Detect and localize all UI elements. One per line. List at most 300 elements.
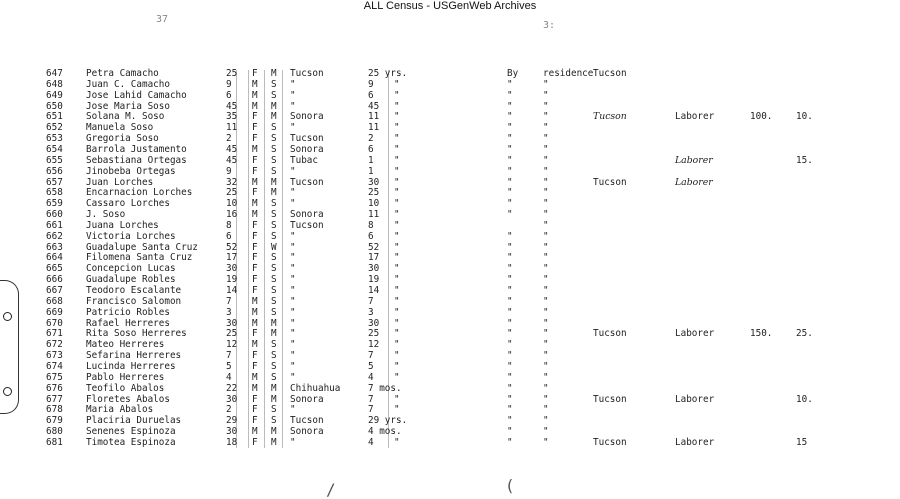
entry-number: 680 <box>46 426 63 438</box>
ditto-mark: " <box>543 230 549 242</box>
entry-number: 668 <box>46 295 63 307</box>
marital-status: S <box>271 274 277 286</box>
birthplace: Chihuahua <box>290 382 341 394</box>
person-name: Juan C. Camacho <box>86 78 170 90</box>
entry-number: 664 <box>46 252 63 264</box>
birthplace: " <box>290 317 296 329</box>
entry-number: 656 <box>46 165 63 177</box>
age-value: 45 <box>226 154 238 166</box>
birthplace: " <box>290 274 296 286</box>
ditto-mark: " <box>543 198 549 210</box>
table-row <box>0 252 900 263</box>
entry-number: 674 <box>46 360 63 372</box>
ditto-mark: " <box>543 252 549 264</box>
ditto-mark: " <box>543 426 549 438</box>
marital-status: S <box>271 143 277 155</box>
table-row <box>0 426 900 437</box>
page-mark-left: 37 <box>156 14 169 25</box>
ditto-mark: " <box>507 252 513 264</box>
marital-status: S <box>271 230 277 242</box>
sex-value: M <box>252 198 258 210</box>
marital-status: S <box>271 360 277 372</box>
person-name: Filomena Santa Cruz <box>86 252 193 264</box>
ditto-mark: " <box>394 154 400 166</box>
years-in-territory: 6 <box>368 89 374 101</box>
years-in-territory: 11 <box>368 122 380 134</box>
sex-value: M <box>252 317 258 329</box>
years-in-territory: 6 <box>368 143 374 155</box>
sex-value: M <box>252 78 258 90</box>
marital-status: M <box>271 426 277 438</box>
age-value: 18 <box>226 436 238 448</box>
person-name: Patricio Robles <box>86 306 170 318</box>
person-name: Senenes Espinoza <box>86 426 176 438</box>
age-value: 10 <box>226 198 238 210</box>
marital-status: S <box>271 252 277 264</box>
marital-status: S <box>271 219 277 231</box>
table-row <box>0 220 900 231</box>
person-name: Jose Maria Soso <box>86 100 170 112</box>
person-name: Victoria Lorches <box>86 230 176 242</box>
age-value: 30 <box>226 317 238 329</box>
ditto-mark: " <box>507 154 513 166</box>
sex-value: F <box>252 285 258 296</box>
table-row <box>0 415 900 426</box>
residence: Tucson <box>593 68 627 79</box>
entry-number: 658 <box>46 187 63 199</box>
years-in-territory: 30 <box>368 176 380 188</box>
table-row <box>0 122 900 133</box>
years-in-territory: 30 <box>368 263 380 275</box>
table-row <box>0 328 900 339</box>
ditto-mark: " <box>394 241 400 253</box>
ditto-mark: " <box>507 165 513 177</box>
marital-status: S <box>271 198 277 210</box>
entry-number: 661 <box>46 219 63 231</box>
years-in-territory: 52 <box>368 241 380 253</box>
ditto-mark: " <box>507 306 513 318</box>
ditto-mark: " <box>507 371 513 383</box>
person-name: Concepcion Lucas <box>86 263 176 275</box>
birthplace: " <box>290 165 296 177</box>
ditto-mark: " <box>507 426 513 438</box>
birthplace: " <box>290 89 296 101</box>
ditto-mark: " <box>394 78 400 90</box>
ditto-mark: " <box>507 241 513 253</box>
person-name: Juan Lorches <box>86 176 154 188</box>
personal-value: 10. <box>796 111 813 123</box>
birthplace: " <box>290 339 296 351</box>
person-name: Pablo Herreres <box>86 371 165 383</box>
ditto-mark: " <box>507 230 513 242</box>
person-name: Manuela Soso <box>86 122 154 134</box>
table-row <box>0 350 900 361</box>
ditto-mark: " <box>507 209 513 221</box>
age-value: 29 <box>226 415 238 427</box>
ditto-mark: " <box>543 165 549 177</box>
ditto-mark: " <box>507 263 513 275</box>
marital-status: M <box>271 328 277 340</box>
page-mark-right: 3: <box>543 20 556 31</box>
entry-number: 681 <box>46 436 63 448</box>
person-name: Teodoro Escalante <box>86 285 182 296</box>
table-row <box>0 274 900 285</box>
table-row <box>0 285 900 296</box>
marital-status: S <box>271 415 277 427</box>
real-estate-value: 150. <box>750 328 773 340</box>
ditto-mark: " <box>507 393 513 405</box>
age-value: 25 <box>226 328 238 340</box>
ditto-mark: " <box>394 350 400 362</box>
ditto-mark: " <box>394 165 400 177</box>
years-in-territory: 11 <box>368 209 380 221</box>
sex-value: M <box>252 371 258 383</box>
sex-value: F <box>252 328 258 340</box>
birthplace: " <box>290 350 296 362</box>
marital-status: S <box>271 133 277 145</box>
ditto-mark: " <box>507 176 513 188</box>
personal-value: 25. <box>796 328 813 340</box>
occupation: Laborer <box>675 436 715 448</box>
age-value: 3 <box>226 306 232 318</box>
years-in-territory: 25 yrs. <box>368 68 408 79</box>
ditto-mark: " <box>543 285 549 296</box>
person-name: Francisco Salomon <box>86 295 182 307</box>
birthplace: " <box>290 306 296 318</box>
person-name: Solana M. Soso <box>86 111 165 123</box>
entry-number: 669 <box>46 306 63 318</box>
person-name: Lucinda Herreres <box>86 360 176 372</box>
ditto-mark: " <box>543 241 549 253</box>
birthplace: Tucson <box>290 133 324 145</box>
ditto-mark: " <box>394 328 400 340</box>
birthplace: Tucson <box>290 219 324 231</box>
ditto-mark: " <box>394 219 400 231</box>
birthplace: Tubac <box>290 154 318 166</box>
birthplace: " <box>290 187 296 199</box>
bottom-mark: ( <box>505 476 515 495</box>
table-row <box>0 404 900 415</box>
entry-number: 678 <box>46 404 63 416</box>
ditto-mark: " <box>543 209 549 221</box>
ditto-mark: " <box>507 111 513 123</box>
age-value: 7 <box>226 295 232 307</box>
ditto-mark: " <box>394 187 400 199</box>
age-value: 6 <box>226 89 232 101</box>
entry-number: 647 <box>46 68 63 79</box>
years-in-territory: 11 <box>368 111 380 123</box>
marital-status: S <box>271 295 277 307</box>
years-in-territory: 14 <box>368 285 380 296</box>
ditto-mark: " <box>394 393 400 405</box>
ditto-mark: " <box>394 209 400 221</box>
marital-status: W <box>271 241 277 253</box>
occupation: Laborer <box>675 176 713 188</box>
years-in-territory: 4 <box>368 371 374 383</box>
years-in-territory: 29 yrs. <box>368 415 408 427</box>
ditto-mark: " <box>394 143 400 155</box>
ditto-mark: " <box>543 176 549 188</box>
marital-status: S <box>271 263 277 275</box>
sex-value: M <box>252 100 258 112</box>
ditto-mark: " <box>394 371 400 383</box>
years-in-territory: 9 <box>368 78 374 90</box>
birthplace: Sonora <box>290 426 324 438</box>
birthplace: " <box>290 371 296 383</box>
ditto-mark: " <box>543 339 549 351</box>
table-row <box>0 90 900 101</box>
age-value: 25 <box>226 187 238 199</box>
person-name: Sefarina Herreres <box>86 350 182 362</box>
ditto-mark: " <box>543 415 549 427</box>
marital-status: S <box>271 285 277 296</box>
age-value: 45 <box>226 143 238 155</box>
birthplace: " <box>290 122 296 134</box>
years-in-territory: 12 <box>368 339 380 351</box>
sex-value: F <box>252 404 258 416</box>
residence: Tucson <box>593 111 627 123</box>
personal-value: 10. <box>796 393 813 405</box>
ditto-mark: " <box>507 360 513 372</box>
person-name: Teofilo Abalos <box>86 382 165 394</box>
entry-number: 655 <box>46 154 63 166</box>
age-value: 8 <box>226 219 232 231</box>
table-row <box>0 383 900 394</box>
age-value: 45 <box>226 100 238 112</box>
years-in-territory: 7 mos. <box>368 382 402 394</box>
sex-value: F <box>252 252 258 264</box>
age-value: 9 <box>226 78 232 90</box>
marital-status: S <box>271 78 277 90</box>
years-in-territory: 8 <box>368 219 374 231</box>
years-in-territory: 7 <box>368 404 374 416</box>
table-row <box>0 198 900 209</box>
entry-number: 652 <box>46 122 63 134</box>
entry-number: 666 <box>46 274 63 286</box>
ditto-mark: " <box>394 295 400 307</box>
entry-number: 662 <box>46 230 63 242</box>
age-value: 22 <box>226 382 238 394</box>
ditto-mark: " <box>394 317 400 329</box>
ditto-mark: " <box>543 404 549 416</box>
occupation: Laborer <box>675 111 715 123</box>
ditto-mark: " <box>394 404 400 416</box>
age-value: 16 <box>226 209 238 221</box>
age-value: 11 <box>226 122 238 134</box>
ditto-mark: " <box>394 263 400 275</box>
personal-value: 15. <box>796 154 813 166</box>
ditto-mark: " <box>543 328 549 340</box>
entry-number: 673 <box>46 350 63 362</box>
years-in-territory: 7 <box>368 350 374 362</box>
entry-number: 670 <box>46 317 63 329</box>
sex-value: F <box>252 68 258 79</box>
ditto-mark: " <box>543 371 549 383</box>
ditto-mark: " <box>507 404 513 416</box>
years-in-territory: 7 <box>368 393 374 405</box>
ditto-mark: " <box>543 393 549 405</box>
marital-status: S <box>271 404 277 416</box>
sex-value: F <box>252 133 258 145</box>
ditto-mark: " <box>394 306 400 318</box>
years-in-territory: 6 <box>368 230 374 242</box>
entry-number: 671 <box>46 328 63 340</box>
entry-number: 648 <box>46 78 63 90</box>
sex-value: F <box>252 350 258 362</box>
entry-number: 657 <box>46 176 63 188</box>
birthplace: " <box>290 295 296 307</box>
residence: Tucson <box>593 393 627 405</box>
table-row <box>0 394 900 405</box>
sex-value: M <box>252 209 258 221</box>
age-value: 35 <box>226 111 238 123</box>
ditto-mark: " <box>543 219 549 231</box>
ditto-mark: " <box>507 187 513 199</box>
table-row <box>0 155 900 166</box>
sex-value: M <box>252 295 258 307</box>
table-row <box>0 361 900 372</box>
ditto-mark: " <box>394 89 400 101</box>
person-name: Jinobeba Ortegas <box>86 165 176 177</box>
person-name: Guadalupe Robles <box>86 274 176 286</box>
person-name: Jose Lahid Camacho <box>86 89 187 101</box>
entry-number: 650 <box>46 100 63 112</box>
person-name: Floretes Abalos <box>86 393 170 405</box>
occupation: Laborer <box>675 328 715 340</box>
table-row <box>0 307 900 318</box>
sex-value: M <box>252 339 258 351</box>
years-in-territory: 25 <box>368 187 380 199</box>
ditto-mark: " <box>543 263 549 275</box>
birthplace: " <box>290 198 296 210</box>
sex-value: M <box>252 89 258 101</box>
birthplace: " <box>290 436 296 448</box>
birthplace: " <box>290 285 296 296</box>
sex-value: F <box>252 165 258 177</box>
entry-number: 654 <box>46 143 63 155</box>
sex-value: F <box>252 274 258 286</box>
ditto-mark: " <box>507 295 513 307</box>
years-in-territory: 45 <box>368 100 380 112</box>
birthplace: " <box>290 328 296 340</box>
age-value: 2 <box>226 404 232 416</box>
real-estate-value: 100. <box>750 111 773 123</box>
age-value: 14 <box>226 285 238 296</box>
ditto-mark: " <box>507 285 513 296</box>
age-value: 12 <box>226 339 238 351</box>
person-name: Maria Abalos <box>86 404 154 416</box>
marital-status: M <box>271 68 277 79</box>
archive-header: ALL Census - USGenWeb Archives <box>363 0 537 12</box>
ditto-mark: " <box>507 122 513 134</box>
ditto-mark: " <box>543 295 549 307</box>
table-row <box>0 187 900 198</box>
marital-status: S <box>271 350 277 362</box>
sex-value: M <box>252 306 258 318</box>
birthplace: " <box>290 230 296 242</box>
age-value: 6 <box>226 230 232 242</box>
person-name: Petra Camacho <box>86 68 159 79</box>
ditto-mark: " <box>394 198 400 210</box>
age-value: 52 <box>226 241 238 253</box>
age-value: 19 <box>226 274 238 286</box>
ditto-mark: " <box>543 111 549 123</box>
entry-number: 651 <box>46 111 63 123</box>
age-value: 17 <box>226 252 238 264</box>
residence: Tucson <box>593 328 627 340</box>
person-name: Sebastiana Ortegas <box>86 154 187 166</box>
ditto-mark: " <box>543 143 549 155</box>
birthplace: " <box>290 100 296 112</box>
ditto-mark: " <box>543 306 549 318</box>
age-value: 4 <box>226 371 232 383</box>
age-value: 25 <box>226 68 238 79</box>
person-name: Rita Soso Herreres <box>86 328 187 340</box>
birthplace: Sonora <box>290 111 324 123</box>
table-row <box>0 144 900 155</box>
person-name: Timotea Espinoza <box>86 436 176 448</box>
sex-value: M <box>252 426 258 438</box>
sex-value: F <box>252 241 258 253</box>
birthplace: " <box>290 404 296 416</box>
sex-value: F <box>252 219 258 231</box>
years-in-territory: 1 <box>368 154 374 166</box>
entry-number: 667 <box>46 285 63 296</box>
sex-value: F <box>252 393 258 405</box>
occupation: Laborer <box>675 154 713 166</box>
marital-status: S <box>271 154 277 166</box>
marital-status: M <box>271 393 277 405</box>
age-value: 2 <box>226 133 232 145</box>
table-row <box>0 177 900 188</box>
person-name: Juana Lorches <box>86 219 159 231</box>
table-row <box>0 101 900 112</box>
ditto-mark: " <box>543 360 549 372</box>
ditto-mark: residence <box>543 68 594 79</box>
sex-value: F <box>252 436 258 448</box>
ditto-mark: " <box>394 285 400 296</box>
entry-number: 660 <box>46 209 63 221</box>
ditto-mark: " <box>507 78 513 90</box>
residence: Tucson <box>593 436 627 448</box>
years-in-territory: 4 <box>368 436 374 448</box>
ditto-mark: " <box>394 339 400 351</box>
ditto-mark: " <box>507 415 513 427</box>
birthplace: " <box>290 241 296 253</box>
birthplace: " <box>290 360 296 372</box>
birthplace: " <box>290 252 296 264</box>
table-row <box>0 263 900 274</box>
ditto-mark: " <box>394 122 400 134</box>
person-name: Barrola Justamento <box>86 143 187 155</box>
table-row <box>0 296 900 307</box>
marital-status: M <box>271 100 277 112</box>
table-row <box>0 133 900 144</box>
person-name: Rafael Herreres <box>86 317 170 329</box>
sex-value: F <box>252 360 258 372</box>
ditto-mark: " <box>543 78 549 90</box>
ditto-mark: " <box>543 436 549 448</box>
marital-status: M <box>271 317 277 329</box>
ditto-mark: " <box>394 274 400 286</box>
birthplace: Sonora <box>290 393 324 405</box>
age-value: 32 <box>226 176 238 188</box>
birthplace: Tucson <box>290 68 324 79</box>
sex-value: F <box>252 230 258 242</box>
ditto-mark: " <box>507 143 513 155</box>
marital-status: M <box>271 111 277 123</box>
years-in-territory: 5 <box>368 360 374 372</box>
